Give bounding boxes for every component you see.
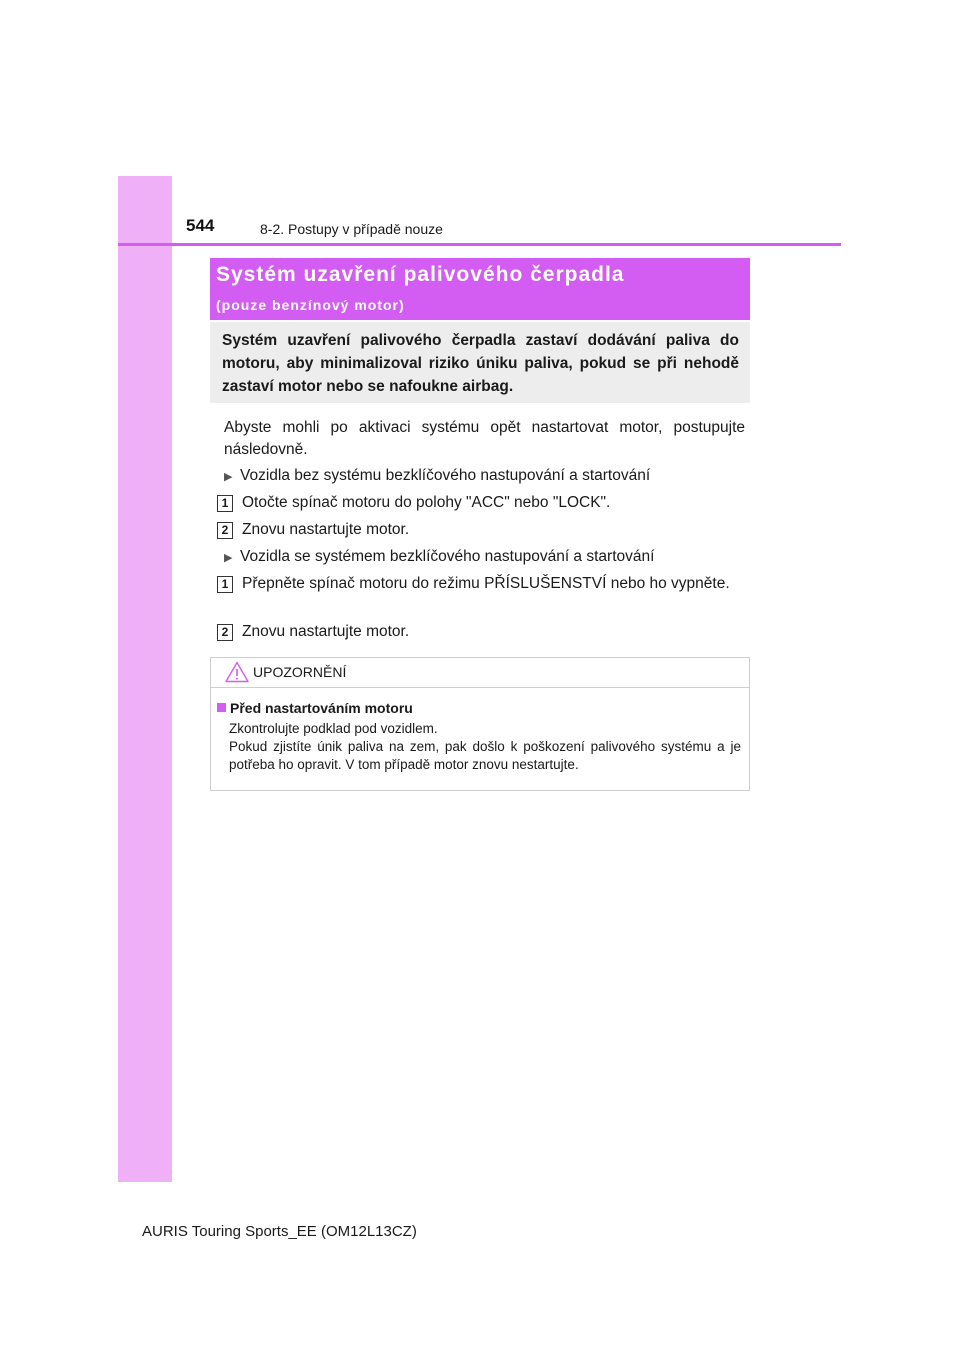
intro-box bbox=[210, 322, 750, 403]
condition-2-text: Vozidla se systémem bezklíčového nastupování a startování bbox=[240, 548, 655, 565]
warning-line: Zkontrolujte podklad pod vozidlem. bbox=[229, 721, 438, 736]
title-box bbox=[210, 258, 750, 320]
side-band bbox=[118, 176, 172, 1182]
step-number: 1 bbox=[217, 576, 233, 593]
section-label: 8-2. Postupy v případě nouze bbox=[260, 221, 443, 237]
warning-text bbox=[229, 720, 741, 774]
body-paragraph: Abyste mohli po aktivaci systému opět nastartovat motor, postupujte následovně. bbox=[224, 419, 745, 458]
square-bullet-icon bbox=[217, 703, 226, 712]
warning-line: Pokud zjistíte únik paliva na zem, pak došlo k poškození palivového systému a je potřeba ho opravit. V tom případě motor znovu nestartujte. bbox=[229, 739, 741, 772]
condition-2 bbox=[224, 546, 654, 569]
triangle-right-icon: ▶ bbox=[224, 552, 233, 564]
condition-1 bbox=[224, 465, 650, 488]
warning-header bbox=[211, 658, 749, 688]
step-text: Přepněte spínač motoru do režimu PŘÍSLUŠENSTVÍ nebo ho vypněte. bbox=[242, 575, 730, 592]
warning-subtitle bbox=[217, 700, 413, 716]
page-title: Systém uzavření palivového čerpadla bbox=[216, 263, 625, 286]
step-text: Znovu nastartujte motor. bbox=[242, 521, 410, 538]
header-rule bbox=[118, 243, 841, 246]
step-text: Znovu nastartujte motor. bbox=[242, 623, 410, 640]
warning-title: UPOZORNĚNÍ bbox=[253, 664, 347, 680]
warning-box bbox=[210, 657, 750, 791]
step-number: 1 bbox=[217, 495, 233, 512]
step-number: 2 bbox=[217, 624, 233, 641]
page-number: 544 bbox=[186, 216, 215, 235]
step-text: Otočte spínač motoru do polohy "ACC" nebo "LOCK". bbox=[242, 494, 611, 511]
intro-text: Systém uzavření palivového čerpadla zastaví dodávání paliva do motoru, aby minimalizoval riziko úniku paliva, pokud se při nehodě zastaví motor nebo se nafoukne airbag. bbox=[222, 332, 739, 395]
warning-subtitle-text: Před nastartováním motoru bbox=[230, 700, 413, 716]
footer: AURIS Touring Sports_EE (OM12L13CZ) bbox=[142, 1223, 417, 1240]
warning-triangle-icon bbox=[225, 661, 249, 683]
step-number: 2 bbox=[217, 522, 233, 539]
triangle-right-icon: ▶ bbox=[224, 471, 233, 483]
condition-1-text: Vozidla bez systému bezklíčového nastupování a startování bbox=[240, 467, 651, 484]
page-subtitle: (pouze benzínový motor) bbox=[216, 297, 405, 313]
